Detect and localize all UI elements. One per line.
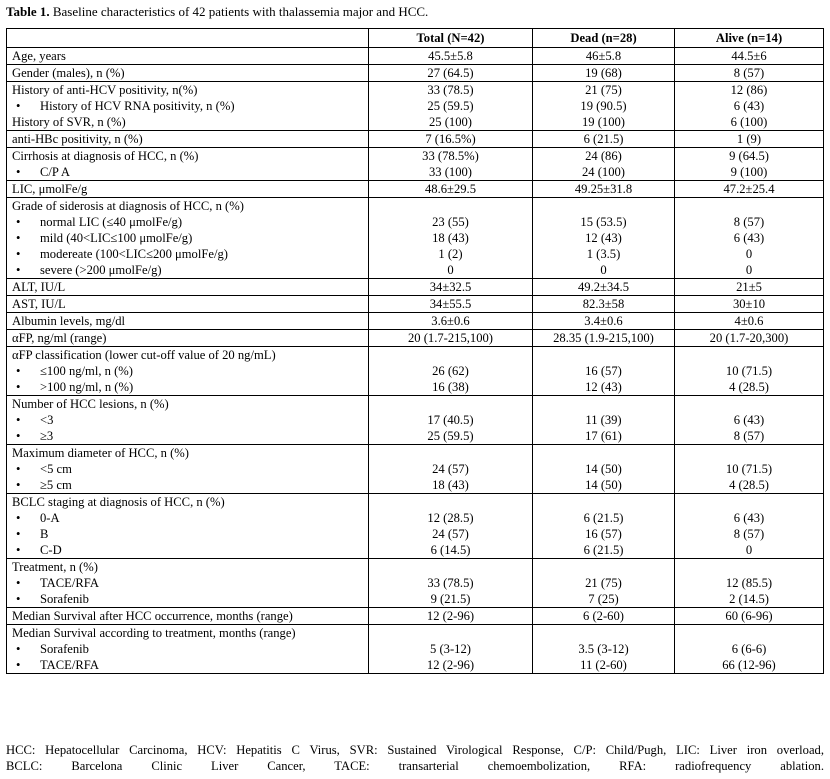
sub-item-label (12, 461, 368, 477)
alive-value (675, 347, 823, 363)
bullet-icon: • (16, 429, 21, 443)
alive-value (675, 396, 823, 412)
total-cell (369, 82, 533, 131)
dead-cell (533, 625, 675, 674)
bullet-icon: • (16, 380, 21, 394)
characteristic-label: ALT, IU/L (12, 280, 66, 294)
sub-item-label (12, 657, 368, 673)
alive-value: 4 (28.5) (729, 478, 769, 492)
dead-value: 49.25±31.8 (574, 182, 633, 196)
characteristic-label: Median Survival according to treatment, months (range) (12, 626, 296, 640)
alive-cell (675, 48, 824, 65)
total-value: 5 (3-12) (430, 642, 471, 656)
dead-value: 3.5 (3-12) (578, 642, 629, 656)
alive-value (675, 445, 823, 461)
alive-value: 47.2±25.4 (723, 182, 775, 196)
dead-value (533, 396, 674, 412)
sub-item-label (12, 510, 368, 526)
characteristic-label: Treatment, n (%) (12, 560, 98, 574)
total-value: 34±55.5 (429, 297, 472, 311)
bullet-icon: • (16, 478, 21, 492)
sub-item-label (12, 412, 368, 428)
alive-cell (675, 296, 824, 313)
alive-value (675, 559, 823, 575)
table-row (7, 625, 824, 674)
dead-value: 14 (50) (585, 462, 622, 476)
dead-value: 21 (75) (585, 83, 622, 97)
total-value: 12 (2-96) (426, 609, 475, 623)
total-value: 0 (447, 263, 454, 277)
sub-item-text: normal LIC (≤40 μmolFe/g) (40, 215, 183, 229)
dead-value: 6 (21.5) (583, 511, 624, 525)
alive-value: 60 (6-96) (725, 609, 773, 623)
header-dead: Dead (n=28) (533, 29, 675, 48)
dead-value: 16 (57) (585, 364, 622, 378)
table-row (7, 347, 824, 396)
sub-item-label (12, 98, 368, 114)
dead-value: 49.2±34.5 (578, 280, 629, 294)
total-value: 33 (78.5%) (422, 149, 479, 163)
bullet-icon: • (16, 576, 21, 590)
alive-value: 4 (28.5) (729, 380, 769, 394)
characteristic-cell (7, 48, 369, 65)
total-value: 34±32.5 (429, 280, 472, 294)
alive-cell (675, 279, 824, 296)
characteristic-cell (7, 296, 369, 313)
sub-item-text: TACE/RFA (40, 658, 99, 672)
dead-value: 7 (25) (588, 592, 619, 606)
alive-value: 6 (43) (733, 511, 765, 525)
total-value: 27 (64.5) (427, 66, 474, 80)
dead-cell (533, 181, 675, 198)
total-cell (369, 608, 533, 625)
total-value (369, 198, 532, 214)
baseline-characteristics-table (6, 28, 824, 674)
sub-item-text: <3 (40, 413, 54, 427)
sub-item-label (12, 477, 368, 493)
alive-cell (675, 82, 824, 131)
bullet-icon: • (16, 658, 21, 672)
characteristic-label: BCLC staging at diagnosis of HCC, n (%) (12, 495, 225, 509)
total-value: 17 (40.5) (427, 413, 474, 427)
dead-value: 19 (68) (585, 66, 622, 80)
total-value: 3.6±0.6 (431, 314, 470, 328)
total-value: 7 (16.5%) (425, 132, 476, 146)
alive-value (675, 494, 823, 510)
dead-cell (533, 313, 675, 330)
table-row (7, 559, 824, 608)
sub-item-label (12, 262, 368, 278)
alive-value: 6 (43) (733, 413, 765, 427)
characteristic-label: Cirrhosis at diagnosis of HCC, n (%) (12, 149, 199, 163)
dead-value: 24 (100) (581, 165, 626, 179)
characteristic-cell (7, 625, 369, 674)
bullet-icon: • (16, 215, 21, 229)
dead-value: 1 (3.5) (586, 247, 621, 261)
characteristic-cell (7, 279, 369, 296)
sub-item-text: severe (>200 μmolFe/g) (40, 263, 162, 277)
dead-cell (533, 148, 675, 181)
dead-value: 6 (21.5) (583, 543, 624, 557)
total-value: 33 (78.5) (427, 83, 474, 97)
sub-item-label (12, 230, 368, 246)
bullet-icon: • (16, 99, 21, 113)
sub-item-text: ≥3 (40, 429, 54, 443)
sub-item-label (12, 542, 368, 558)
bullet-icon: • (16, 165, 21, 179)
sub-item-text: >100 ng/ml, n (%) (40, 380, 134, 394)
total-cell (369, 347, 533, 396)
alive-value: 6 (43) (733, 231, 765, 245)
sub-item-text: mild (40<LIC≤100 μmolFe/g) (40, 231, 193, 245)
characteristic-cell (7, 559, 369, 608)
table-row (7, 198, 824, 279)
total-cell (369, 181, 533, 198)
alive-cell (675, 313, 824, 330)
sub-item-text: ≤100 ng/ml, n (%) (40, 364, 133, 378)
table-row (7, 148, 824, 181)
sub-item-text: History of HCV RNA positivity, n (%) (40, 99, 235, 113)
alive-cell (675, 445, 824, 494)
sub-item-label (12, 214, 368, 230)
total-cell (369, 131, 533, 148)
sub-item-label (12, 428, 368, 444)
dead-cell (533, 445, 675, 494)
alive-value: 6 (43) (733, 99, 765, 113)
characteristic-label: Albumin levels, mg/dl (12, 314, 125, 328)
dead-value: 11 (2-60) (580, 658, 627, 672)
alive-cell (675, 198, 824, 279)
characteristic-label: Median Survival after HCC occurrence, months (range) (12, 609, 293, 623)
bullet-icon: • (16, 364, 21, 378)
sub-item-text: Sorafenib (40, 642, 89, 656)
total-value: 9 (21.5) (430, 592, 471, 606)
dead-cell (533, 48, 675, 65)
alive-value: 8 (57) (733, 527, 765, 541)
table-body (7, 48, 824, 674)
total-cell (369, 148, 533, 181)
header-alive: Alive (n=14) (675, 29, 824, 48)
characteristic-label: History of anti-HCV positivity, n(%) (12, 83, 198, 97)
alive-value: 8 (57) (733, 66, 765, 80)
dead-value: 12 (43) (585, 231, 622, 245)
sub-item-label (12, 526, 368, 542)
alive-cell (675, 608, 824, 625)
dead-cell (533, 559, 675, 608)
total-value: 25 (59.5) (427, 429, 474, 443)
footnote-line-2: BCLC: Barcelona Clinic Liver Cancer, TACE: transarterial chemoembolization, RFA: radiofrequency ablation. (6, 759, 824, 773)
alive-value: 9 (64.5) (729, 149, 769, 163)
header-total: Total (N=42) (369, 29, 533, 48)
total-value: 23 (55) (432, 215, 469, 229)
dead-value: 19 (90.5) (580, 99, 627, 113)
total-cell (369, 313, 533, 330)
total-value (369, 396, 532, 412)
total-cell (369, 296, 533, 313)
table-row (7, 608, 824, 625)
characteristic-cell (7, 82, 369, 131)
sub-item-text: 0-A (40, 511, 60, 525)
dead-value: 16 (57) (585, 527, 622, 541)
alive-cell (675, 396, 824, 445)
bullet-icon: • (16, 247, 21, 261)
dead-value (533, 347, 674, 363)
total-value (369, 445, 532, 461)
sub-item-label (12, 379, 368, 395)
alive-value: 6 (100) (730, 115, 768, 129)
table-row (7, 494, 824, 559)
total-value: 25 (100) (428, 115, 473, 129)
table-row (7, 82, 824, 131)
total-cell (369, 559, 533, 608)
alive-value: 30±10 (732, 297, 766, 311)
total-value: 12 (2-96) (426, 658, 475, 672)
total-cell (369, 48, 533, 65)
dead-cell (533, 131, 675, 148)
total-value: 26 (62) (432, 364, 469, 378)
bullet-icon: • (16, 592, 21, 606)
characteristic-cell (7, 131, 369, 148)
bullet-icon: • (16, 527, 21, 541)
alive-value: 6 (6-6) (731, 642, 767, 656)
table-footnote (6, 742, 824, 774)
bullet-icon: • (16, 511, 21, 525)
alive-value: 2 (14.5) (729, 592, 769, 606)
alive-cell (675, 131, 824, 148)
characteristic-label: Gender (males), n (%) (12, 66, 125, 80)
total-cell (369, 445, 533, 494)
dead-cell (533, 65, 675, 82)
alive-cell (675, 65, 824, 82)
characteristic-cell (7, 148, 369, 181)
characteristic-label: αFP, ng/ml (range) (12, 331, 107, 345)
total-cell (369, 494, 533, 559)
characteristic-cell (7, 181, 369, 198)
alive-value: 10 (71.5) (725, 462, 773, 476)
bullet-icon: • (16, 462, 21, 476)
alive-cell (675, 148, 824, 181)
alive-cell (675, 330, 824, 347)
table-row (7, 296, 824, 313)
total-cell (369, 65, 533, 82)
alive-cell (675, 181, 824, 198)
sub-item-text: <5 cm (40, 462, 72, 476)
total-value: 20 (1.7-215,100) (408, 331, 493, 345)
dead-value: 3.4±0.6 (584, 314, 623, 328)
alive-cell (675, 494, 824, 559)
total-cell (369, 396, 533, 445)
characteristic-label: History of SVR, n (%) (12, 115, 126, 129)
alive-value: 1 (9) (736, 132, 762, 146)
dead-cell (533, 330, 675, 347)
characteristic-cell (7, 445, 369, 494)
characteristic-label: αFP classification (lower cut-off value of 20 ng/mL) (12, 348, 276, 362)
total-cell (369, 330, 533, 347)
dead-value: 14 (50) (585, 478, 622, 492)
sub-item-label (12, 246, 368, 262)
table-row (7, 48, 824, 65)
total-value: 16 (38) (432, 380, 469, 394)
total-value (369, 347, 532, 363)
caption-label: Table 1. (6, 4, 50, 19)
alive-cell (675, 625, 824, 674)
characteristic-label: LIC, μmolFe/g (12, 182, 88, 196)
alive-value: 0 (745, 263, 753, 277)
characteristic-label: Grade of siderosis at diagnosis of HCC, n (%) (12, 199, 244, 213)
total-cell (369, 198, 533, 279)
bullet-icon: • (16, 543, 21, 557)
dead-value: 19 (100) (581, 115, 626, 129)
characteristic-cell (7, 65, 369, 82)
dead-cell (533, 608, 675, 625)
alive-value: 0 (745, 247, 753, 261)
dead-cell (533, 347, 675, 396)
alive-value: 0 (745, 543, 753, 557)
total-value: 24 (57) (432, 527, 469, 541)
table-row (7, 330, 824, 347)
total-value: 18 (43) (432, 478, 469, 492)
total-value: 12 (28.5) (427, 511, 474, 525)
sub-item-text: modereate (100<LIC≤200 μmolFe/g) (40, 247, 228, 261)
dead-value (533, 625, 674, 641)
total-value (369, 625, 532, 641)
table-row (7, 396, 824, 445)
alive-value: 12 (86) (730, 83, 768, 97)
dead-value: 6 (2-60) (583, 609, 624, 623)
total-value (369, 494, 532, 510)
alive-value (675, 198, 823, 214)
characteristic-label: AST, IU/L (12, 297, 66, 311)
dead-cell (533, 296, 675, 313)
total-value: 18 (43) (432, 231, 469, 245)
total-value: 24 (57) (432, 462, 469, 476)
dead-value: 6 (21.5) (583, 132, 624, 146)
characteristic-label: Maximum diameter of HCC, n (%) (12, 446, 189, 460)
sub-item-label (12, 591, 368, 607)
characteristic-cell (7, 396, 369, 445)
total-value: 33 (78.5) (427, 576, 474, 590)
table-caption (6, 4, 428, 20)
dead-value (533, 559, 674, 575)
alive-value (675, 625, 823, 641)
dead-value (533, 198, 674, 214)
characteristic-cell (7, 608, 369, 625)
dead-value: 17 (61) (585, 429, 622, 443)
characteristic-cell (7, 347, 369, 396)
total-value (369, 559, 532, 575)
alive-value: 44.5±6 (731, 49, 767, 63)
dead-cell (533, 494, 675, 559)
total-cell (369, 279, 533, 296)
dead-value (533, 445, 674, 461)
dead-value: 21 (75) (585, 576, 622, 590)
dead-cell (533, 279, 675, 296)
characteristic-label: Age, years (12, 49, 66, 63)
bullet-icon: • (16, 413, 21, 427)
dead-value: 28.35 (1.9-215,100) (553, 331, 654, 345)
sub-item-text: B (40, 527, 49, 541)
total-cell (369, 625, 533, 674)
dead-value (533, 494, 674, 510)
header-characteristic (7, 29, 369, 48)
characteristic-label: Number of HCC lesions, n (%) (12, 397, 169, 411)
sub-item-label (12, 164, 368, 180)
alive-value: 20 (1.7-20,300) (709, 331, 789, 345)
dead-cell (533, 396, 675, 445)
table-row (7, 279, 824, 296)
total-value: 1 (2) (438, 247, 463, 261)
characteristic-cell (7, 330, 369, 347)
table-header-row (7, 29, 824, 48)
sub-item-text: C/P A (40, 165, 70, 179)
characteristic-cell (7, 198, 369, 279)
alive-value: 12 (85.5) (725, 576, 773, 590)
table-row (7, 65, 824, 82)
characteristic-cell (7, 313, 369, 330)
sub-item-label (12, 363, 368, 379)
total-value: 6 (14.5) (430, 543, 471, 557)
alive-value: 9 (100) (730, 165, 768, 179)
dead-cell (533, 198, 675, 279)
bullet-icon: • (16, 642, 21, 656)
dead-value: 24 (86) (585, 149, 622, 163)
alive-value: 66 (12-96) (722, 658, 776, 672)
sub-item-text: Sorafenib (40, 592, 89, 606)
sub-item-text: ≥5 cm (40, 478, 72, 492)
dead-value: 46±5.8 (585, 49, 622, 63)
table-row (7, 445, 824, 494)
total-value: 33 (100) (428, 165, 473, 179)
dead-value: 0 (600, 263, 607, 277)
dead-value: 11 (39) (585, 413, 622, 427)
alive-value: 4±0.6 (734, 314, 764, 328)
table-row (7, 181, 824, 198)
dead-cell (533, 82, 675, 131)
dead-value: 82.3±58 (582, 297, 625, 311)
total-value: 45.5±5.8 (428, 49, 473, 63)
alive-value: 10 (71.5) (725, 364, 773, 378)
total-value: 48.6±29.5 (425, 182, 476, 196)
dead-value: 15 (53.5) (580, 215, 627, 229)
table-row (7, 131, 824, 148)
caption-text: Baseline characteristics of 42 patients with thalassemia major and HCC. (49, 4, 429, 19)
sub-item-text: C-D (40, 543, 62, 557)
alive-value: 8 (57) (733, 429, 765, 443)
alive-value: 21±5 (736, 280, 762, 294)
sub-item-label (12, 575, 368, 591)
table-row (7, 313, 824, 330)
bullet-icon: • (16, 231, 21, 245)
bullet-icon: • (16, 263, 21, 277)
footnote-line-1: HCC: Hepatocellular Carcinoma, HCV: Hepatitis C Virus, SVR: Sustained Virological Response, C/P: Child/Pugh, LIC: Liver iron overload, (6, 743, 824, 757)
total-value: 25 (59.5) (427, 99, 474, 113)
alive-cell (675, 559, 824, 608)
alive-cell (675, 347, 824, 396)
characteristic-label: anti-HBc positivity, n (%) (12, 132, 143, 146)
sub-item-text: TACE/RFA (40, 576, 99, 590)
alive-value: 8 (57) (733, 215, 765, 229)
dead-value: 12 (43) (585, 380, 622, 394)
sub-item-label (12, 641, 368, 657)
characteristic-cell (7, 494, 369, 559)
